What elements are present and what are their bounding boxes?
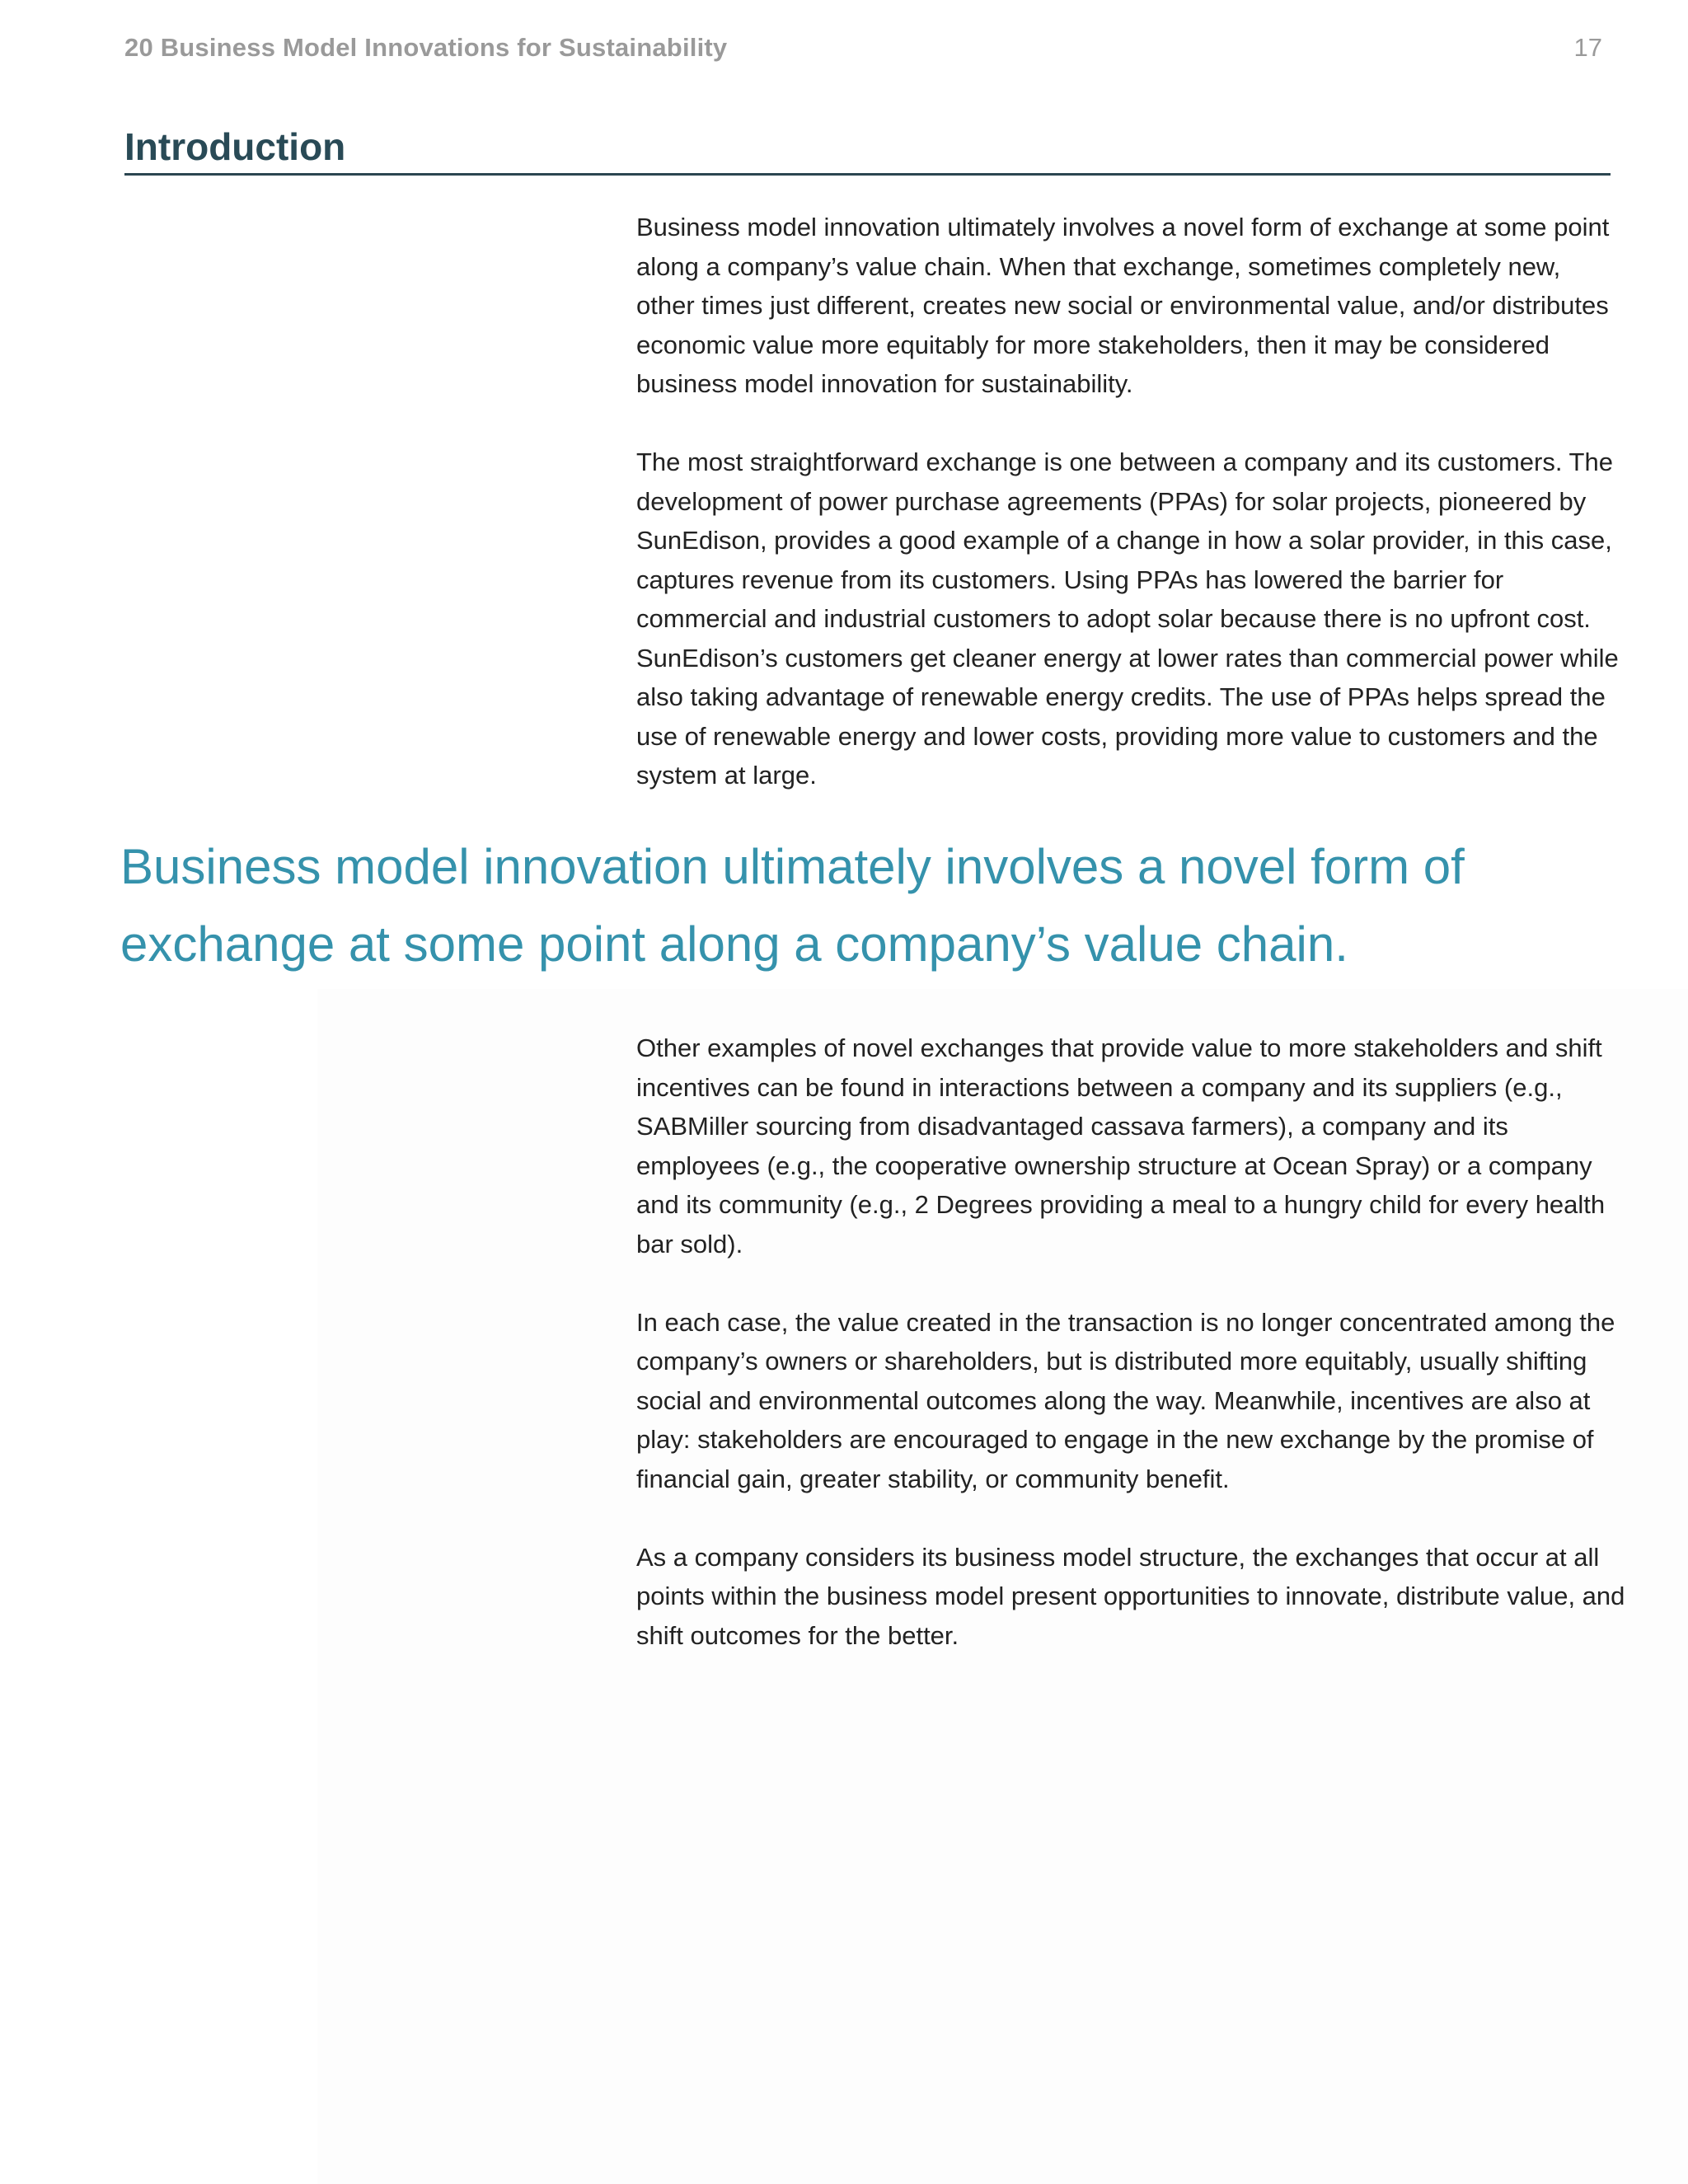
title-divider	[124, 173, 1611, 176]
pull-quote: Business model innovation ultimately involves a novel form of exchange at some point along a company’s value chain.	[120, 839, 1465, 972]
paragraph: The most straightforward exchange is one between a company and its customers. The development of power purchase agreements (PPAs) for solar projects, pioneered by SunEdison, provides a good example of a change in how a solar provider, in this case, captures revenue from its customers. Using PPAs has lowered the barrier for commercial and industrial customers to adopt solar because there is no upfront cost. SunEdison’s customers get cleaner energy at lower rates than commercial power while also taking advantage of renewable energy credits. The use of PPAs helps spread the use of renewable energy and lower costs, providing more value to customers and the system at large.	[636, 448, 1619, 790]
body-column-top	[636, 208, 1625, 795]
page-number: 17	[1573, 33, 1602, 62]
paragraph: Business model innovation ultimately involves a novel form of exchange at some point along a company’s value chain. When that exchange, sometimes completely new, other times just different, creates new social or environmental value, and/or distributes economic value more equitably for more stakeholders, then it may be considered business model innovation for sustainability.	[636, 213, 1610, 398]
running-header: 20 Business Model Innovations for Sustainability	[124, 33, 728, 62]
paragraph: As a company considers its business model structure, the exchanges that occur at all points within the business model present opportunities to innovate, distribute value, and shift outcomes for the better.	[636, 1542, 1625, 1650]
body-column-bottom	[636, 1029, 1625, 1655]
section-title: Introduction	[124, 124, 346, 168]
paragraph: Other examples of novel exchanges that provide value to more stakeholders and shift incentives can be found in interactions between a company and its suppliers (e.g., SABMiller sourcing from disadvantaged cassava farmers), a company and its employees (e.g., the cooperative ownership structure at Ocean Spray) or a company and its community (e.g., 2 Degrees providing a meal to a hungry child for every health bar sold).	[636, 1033, 1606, 1258]
paragraph: In each case, the value created in the transaction is no longer concentrated among the company’s owners or shareholders, but is distributed more equitably, usually shifting social and environmental outcomes along the way. Meanwhile, incentives are also at play: stakeholders are encouraged to engage in the new exchange by the promise of financial gain, greater stability, or community benefit.	[636, 1307, 1615, 1493]
